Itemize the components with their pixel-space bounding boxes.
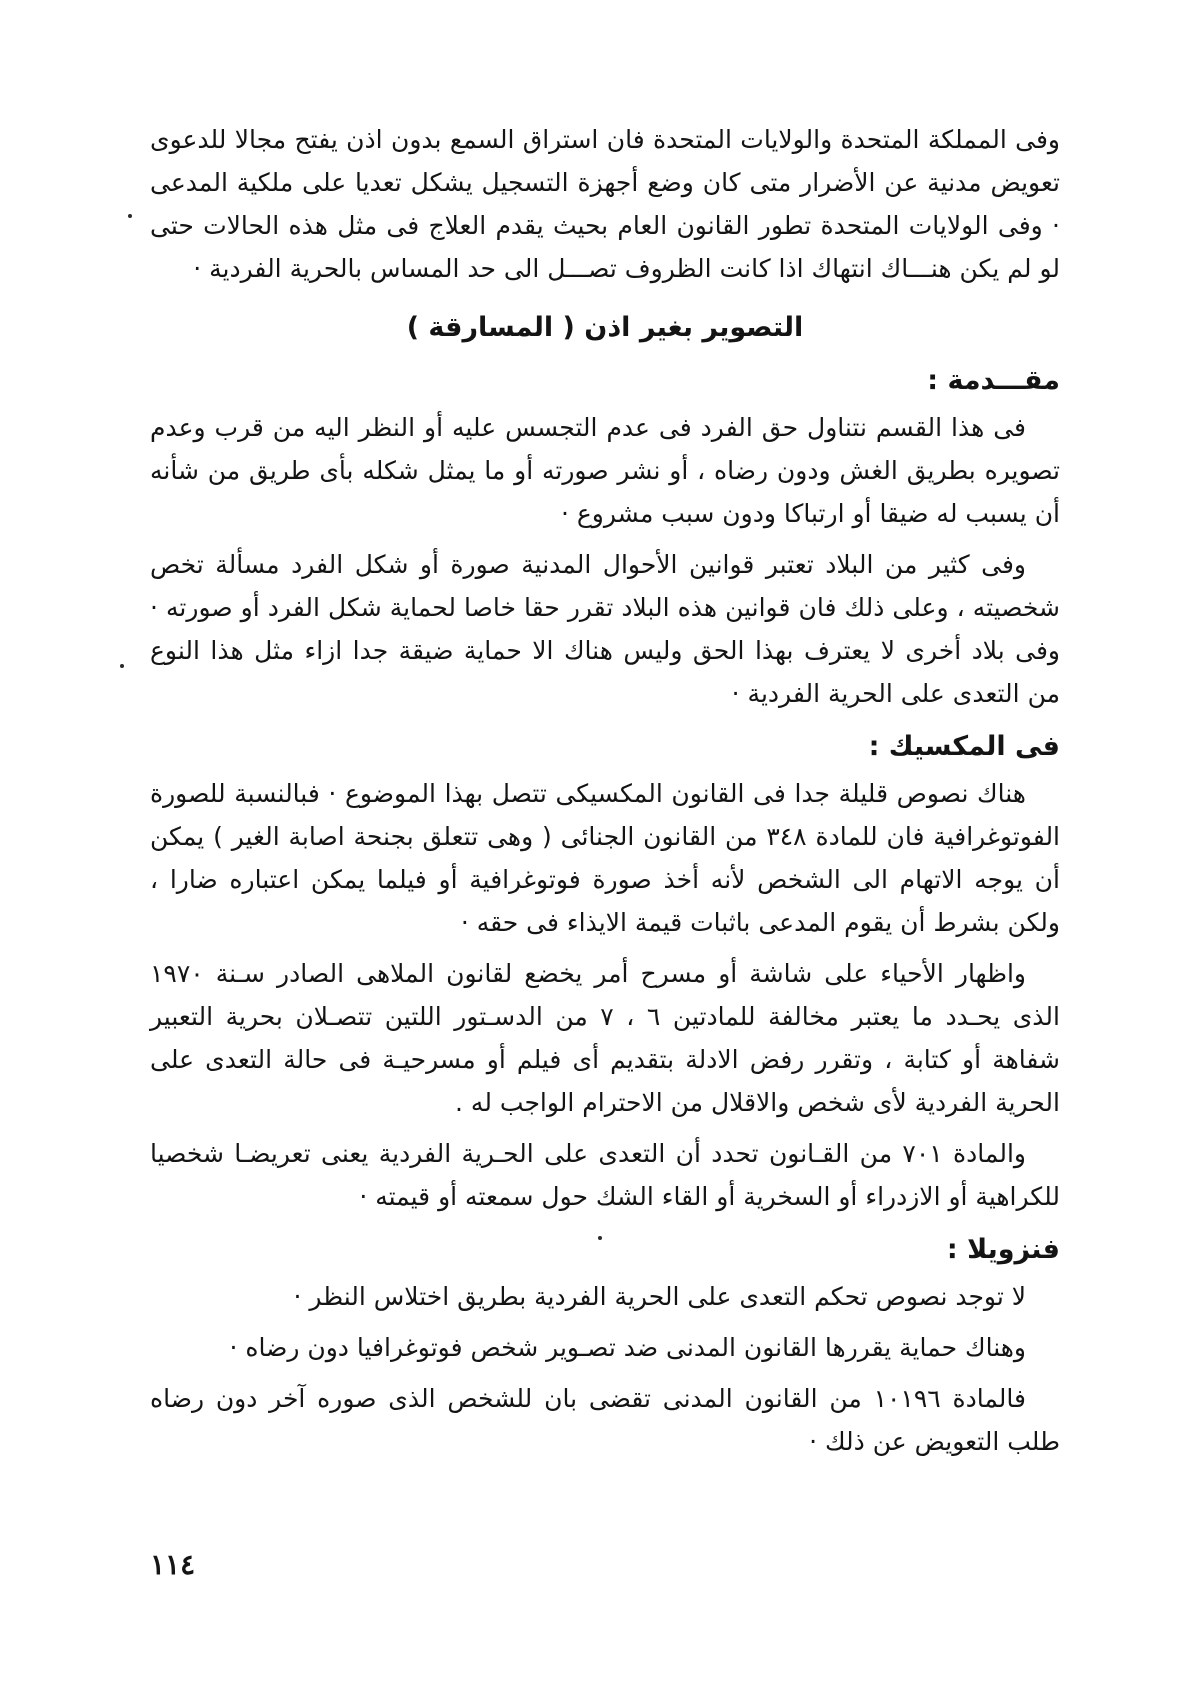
introduction-paragraph-1: فى هذا القسم نتناول حق الفرد فى عدم التجسس عليه أو النظر اليه من قرب وعدم تصويره بطريق الغش ودون رضاه ، أو نشر صورته أو ما يمثل شكله بأى طريق من شأنه أن يسبب له ضيقا أو ارتباكا ودون سبب مشروع · bbox=[150, 413, 1060, 528]
introduction-paragraph-2: وفى كثير من البلاد تعتبر قوانين الأحوال المدنية صورة أو شكل الفرد مسألة تخص شخصيته ، وعلى ذلك فان قوانين هذه البلاد تقرر حقا خاصا لحماية شكل الفرد أو صورته · وفى بلاد أخرى لا يعترف بهذا الحق وليس هناك الا حماية ضيقة جدا ازاء مثل هذا النوع من التعدى على الحرية الفردية · bbox=[150, 550, 1060, 708]
venezuela-paragraph-3: فالمادة ١٠١٩٦ من القانون المدنى تقضى بان للشخص الذى صوره آخر دون رضاه طلب التعويض عن ذلك · bbox=[150, 1384, 1060, 1456]
scan-speck bbox=[128, 214, 132, 218]
mexico-paragraph-2: واظهار الأحياء على شاشة أو مسرح أمر يخضع لقانون الملاهى الصادر سـنة ١٩٧٠ الذى يحـدد ما يعتبر مخالفة للمادتين ٦ ، ٧ من الدسـتور اللتين تتصـلان بحرية التعبير شفاهة أو كتابة ، وتقرر رفض الادلة بتقديم أى فيلم أو مسرحيـة فى حالة التعدى على الحرية الفردية لأى شخص والاقلال من الاحترام الواجب له . bbox=[150, 959, 1060, 1117]
venezuela-paragraph-1: لا توجد نصوص تحكم التعدى على الحرية الفردية بطريق اختلاس النظر · bbox=[293, 1282, 1026, 1311]
mexico-paragraph-1: هناك نصوص قليلة جدا فى القانون المكسيكى تتصل بهذا الموضوع · فبالنسبة للصورة الفوتوغرافية فان للمادة ٣٤٨ من القانون الجنائى ( وهى تتعلق بجنحة اصابة الغير ) يمكن أن يوجه الاتهام الى الشخص لأنه أخذ صورة فوتوغرافية أو فيلما يمكن اعتباره ضارا ، ولكن بشرط أن يقوم المدعى باثبات قيمة الايذاء فى حقه · bbox=[150, 779, 1061, 937]
scan-speck bbox=[120, 664, 124, 668]
intro-paragraph: وفى المملكة المتحدة والولايات المتحدة فان استراق السمع بدون اذن يفتح مجالا للدعوى تعويض مدنية عن الأضرار متى كان وضع أجهزة التسجيل يشكل تعديا على ملكية المدعى · وفى الولايات المتحدة تطور القانون العام بحيث يقدم العلاج فى مثل هذه الحالات حتى لو لم يكن هنـــاك انتهاك اذا كانت الظروف تصـــل الى حد المساس بالحرية الفردية · bbox=[150, 125, 1060, 283]
page-body bbox=[150, 118, 1060, 1471]
mexico-paragraph-3: والمادة ٧٠١ من القـانون تحدد أن التعدى على الحـرية الفردية يعنى تعريضـا شخصيا للكراهية أو الازدراء أو السخرية أو القاء الشك حول سمعته أو قيمته · bbox=[150, 1139, 1060, 1211]
mexico-heading: فى المكسيك : bbox=[868, 731, 1060, 762]
scan-speck bbox=[598, 1236, 602, 1240]
venezuela-heading: فنزويلا : bbox=[946, 1234, 1060, 1265]
section-title: التصوير بغير اذن ( المسارقة ) bbox=[406, 312, 804, 343]
introduction-heading: مقـــدمة : bbox=[927, 365, 1060, 396]
venezuela-paragraph-2: وهناك حماية يقررها القانون المدنى ضد تصـوير شخص فوتوغرافيا دون رضاه · bbox=[229, 1333, 1026, 1362]
page-number: ١١٤ bbox=[150, 1548, 196, 1581]
